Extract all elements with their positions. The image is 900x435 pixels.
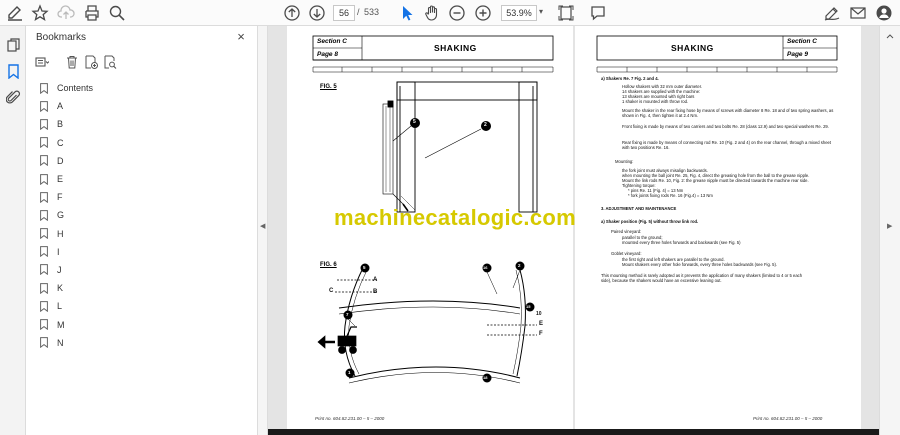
mounting-line: * pins Re. 11 (Fig. 4) = 13 Nm (628, 188, 684, 193)
bookmark-icon (40, 101, 48, 112)
email-icon[interactable] (848, 3, 868, 23)
heading-adjustment: 3. ADJUSTMENT AND MAINTENANCE (601, 206, 677, 211)
fig5-drawing (383, 82, 537, 212)
select-cursor-icon[interactable] (397, 3, 417, 23)
find-bookmark-icon[interactable] (102, 54, 118, 70)
fig6-callout-label: 1 (348, 370, 351, 375)
fig5-label: FIG. 5 (320, 84, 337, 90)
bookmarks-panel-icon[interactable] (4, 62, 22, 80)
fig5-callout-label: 2 (484, 122, 487, 128)
mounting-line: when mounting the ball joint Re. 25, Fig. 4, direct the greasing hole from the ball to the grease nipple. (622, 173, 810, 178)
viewport-bottom-edge (268, 429, 879, 435)
heading-shakers: a) Shakers Re. 7 Fig. 2 and 4. (601, 76, 659, 81)
bookmark-item[interactable] (40, 115, 250, 133)
bullet-line: 13 shakers are mounted with right bars (622, 94, 695, 99)
bookmark-label: E (57, 174, 64, 185)
fig6-letter: C (329, 288, 334, 294)
bookmark-icon (40, 210, 48, 221)
bookmark-icon (40, 119, 48, 130)
previous-page-icon[interactable] (282, 3, 302, 23)
goblet-line: the first right and left shakers are parallel to the ground. (622, 257, 725, 262)
delete-bookmark-icon[interactable] (64, 54, 80, 70)
goblet-title: Goblet vineyard: (611, 251, 642, 256)
bullet-mount: Mount the shaker in the rear fixing hose by means of screws with diameter 8 Re. 18 and of two spring washers, as shown in Fig. 4, then tighten it at 2.4 Nm. (622, 108, 834, 119)
page-number-input[interactable] (333, 5, 355, 21)
bookmark-star-icon[interactable] (30, 3, 50, 23)
fig6-letter: E (539, 321, 544, 327)
page-thumbnails-icon[interactable] (4, 36, 22, 54)
zoom-in-icon[interactable] (473, 3, 493, 23)
page-title: SHAKING (434, 43, 477, 53)
bookmark-item[interactable] (40, 152, 250, 170)
fig6-callout-label: 16 (483, 265, 488, 270)
bookmark-label: L (57, 301, 63, 312)
section-label: Section C (317, 38, 347, 45)
bookmark-list (40, 79, 250, 352)
heading-shaker-position: a) Shaker position (Fig. 5) without throw link rod. (601, 219, 699, 224)
page-fit-icon[interactable] (556, 3, 576, 23)
bookmarks-panel-title: Bookmarks (36, 32, 87, 43)
bookmark-item[interactable] (40, 170, 250, 188)
bookmark-icon (40, 137, 48, 148)
zoom-level-input[interactable] (501, 5, 537, 21)
new-bookmark-icon[interactable] (83, 54, 99, 70)
cloud-upload-icon[interactable] (56, 3, 76, 23)
print-icon[interactable] (82, 3, 102, 23)
page-footer: Print no. 604.82.231.00 – 5 – 2000 (315, 416, 385, 421)
bookmark-label: I (57, 246, 60, 257)
goblet-line: Mount shakers every other hole forwards, every three holes backwards (see Fig. 5). (622, 262, 778, 267)
fig6-letter: F (539, 331, 543, 337)
zoom-out-icon[interactable] (447, 3, 467, 23)
bookmark-label: B (57, 119, 64, 130)
bookmark-label: N (57, 337, 64, 348)
bookmark-item[interactable] (40, 97, 250, 115)
scroll-thumb[interactable] (886, 28, 894, 36)
bookmark-item[interactable] (40, 297, 250, 315)
bookmark-item[interactable] (40, 279, 250, 297)
fig5-callout-label: 5 (413, 119, 416, 125)
paired-line: parallel to the ground; (622, 235, 663, 240)
main-toolbar (0, 0, 900, 26)
bullet-line: Hollow shakers with 32 mm outer diameter. (622, 84, 703, 89)
bookmark-icon (40, 174, 48, 185)
page-label: Page 8 (317, 51, 338, 58)
mounting-line: * fork joints fixing rods Re. 16 (Fig.4) = 13 Nm (628, 193, 713, 198)
bookmark-icon (40, 155, 48, 166)
fig6-callout-label: 7 (346, 312, 349, 317)
fig6-drawing (318, 268, 537, 383)
bullet-line: 1 shaker is mounted with throw rod. (622, 99, 689, 104)
page-separator: / (357, 7, 360, 17)
navigation-rail (0, 26, 26, 435)
bookmark-item[interactable] (40, 188, 250, 206)
bookmark-item[interactable] (40, 334, 250, 352)
bullet-line: 14 shakers are supplied with the machine: (622, 89, 701, 94)
expand-right-panel-icon[interactable]: ▶ (887, 223, 893, 230)
bookmark-item[interactable] (40, 79, 250, 97)
bookmark-label: J (57, 264, 62, 275)
attachments-icon[interactable] (4, 88, 22, 106)
bookmark-icon (40, 301, 48, 312)
bookmark-label: C (57, 137, 64, 148)
bookmark-label: Contents (57, 83, 94, 94)
fig6-callout-label: 15 (526, 304, 531, 309)
fig6-label: FIG. 6 (320, 262, 337, 268)
page-title: SHAKING (671, 43, 714, 53)
panel-splitter[interactable] (258, 26, 268, 435)
fig6-callout-label: 2 (518, 263, 521, 268)
collapse-panel-icon[interactable]: ◀ (260, 223, 266, 230)
bookmark-label: D (57, 155, 64, 166)
mounting-line: Mount the link rods Re. 10, Fig. 2: the grease nipple must be directed towards the machine rear side. (622, 178, 809, 183)
bullet-rear: Rear fixing is made by means of connecting rod Re. 10 (Fig. 2 and 4) on the rear channel, through a mixed sheet with two positions Re. 16. (622, 140, 832, 151)
bookmark-label: G (57, 210, 65, 221)
sign-icon[interactable] (822, 3, 842, 23)
bullet-front: Front fixing is made by means of two carriers and two bolts Re. 28 (class 12.9) and two special washers Re. 29. (622, 124, 829, 129)
bookmark-item[interactable] (40, 225, 250, 243)
bookmark-item[interactable] (40, 243, 250, 261)
comment-icon[interactable] (588, 3, 608, 23)
hand-tool-icon[interactable] (422, 3, 442, 23)
bookmark-label: M (57, 319, 65, 330)
close-panel-icon[interactable]: × (237, 29, 245, 44)
closing-line: side), because the shakers would have an excessive leaning out. (601, 278, 722, 283)
page-total: 533 (364, 7, 380, 17)
bookmark-icon (40, 337, 48, 348)
document-page-right (575, 26, 861, 435)
fig6-letter: B (373, 289, 378, 295)
bookmark-icon (40, 264, 48, 275)
mounting-title: Mounting: (615, 159, 634, 164)
account-icon[interactable] (874, 3, 894, 23)
bookmark-item[interactable] (40, 206, 250, 224)
bookmark-icon (40, 83, 48, 94)
mounting-line: the fork joint must always misalign backwards. (622, 168, 708, 173)
bookmark-icon (40, 319, 48, 330)
bookmarks-panel (26, 26, 258, 435)
fig6-letter: A (373, 277, 378, 283)
bookmark-icon (40, 246, 48, 257)
bookmark-label: A (57, 101, 64, 112)
page-footer: Print no. 604.82.231.00 – 5 – 2000 (753, 416, 823, 421)
bookmark-options-icon[interactable] (34, 54, 50, 70)
fig6-callout-label: 18 (483, 375, 488, 380)
closing-line: This mounting method is rarely adopted as it prevents the application of many shakers (limited to 4 or 5 each (601, 273, 803, 278)
section-label: Section C (787, 38, 817, 45)
zoom-dropdown-icon[interactable]: ▾ (539, 7, 544, 16)
create-icon[interactable] (5, 3, 25, 23)
page-label: Page 9 (787, 51, 808, 58)
bookmark-item[interactable] (40, 315, 250, 333)
bookmark-label: F (57, 192, 63, 203)
bookmark-label: K (57, 283, 64, 294)
bookmark-item[interactable] (40, 134, 250, 152)
bookmark-item[interactable] (40, 261, 250, 279)
bookmark-icon (40, 228, 48, 239)
zoom-search-icon[interactable] (107, 3, 127, 23)
next-page-icon[interactable] (307, 3, 327, 23)
bookmark-icon (40, 192, 48, 203)
paired-title: Paired vineyard: (611, 229, 642, 234)
bookmark-label: H (57, 228, 64, 239)
right-scroll-rail[interactable] (879, 26, 900, 435)
fig6-callout-label: 5 (363, 265, 366, 270)
paired-line: mounted every three holes forwards and backwards (see Fig. 5) (622, 240, 741, 245)
mounting-line: Tightening torque: (622, 183, 656, 188)
bookmark-icon (40, 283, 48, 294)
watermark-text: machinecatalogic.com (334, 205, 576, 230)
fig6-callout-label: 10 (536, 311, 542, 317)
